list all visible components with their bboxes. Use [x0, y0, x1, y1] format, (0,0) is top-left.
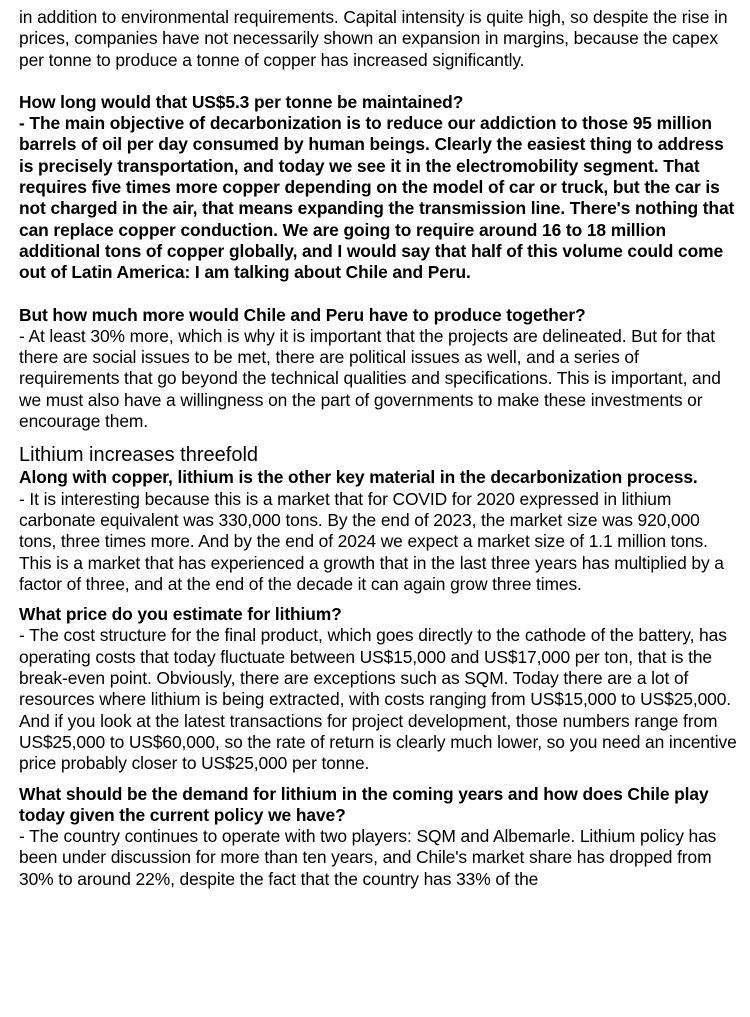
answer-lithium-price: - The cost structure for the final product, which goes directly to the cathode of the battery, has operating costs that today fluctuate between US$15,000 and US$17,000 per ton, that is the break-even point. Obviously, there are exceptions such as SQM. Today there are a lot of resources where lithium is being extracted, with costs ranging from US$15,000 to US$25,000. And if you look at the latest transactions for project development, those numbers range from US$25,000 to US$60,000, so the rate of return is clearly much lower, so you need an incentive price probably closer to US$25,000 per tonne.: [19, 625, 737, 774]
answer-chile-peru: - At least 30% more, which is why it is important that the projects are delineated. But for that there are social issues to be met, there are political issues as well, and a series of requirements that go beyond the technical qualities and specifications. This is important, and we must also have a willingness on the part of governments to make these investments or encourage them.: [19, 325, 721, 432]
spacer: [19, 71, 738, 92]
section-heading-lithium: Lithium increases threefold: [19, 444, 259, 467]
question-lithium-demand: What should be the demand for lithium in the coming years and how does Chile play today given the current policy we have?: [19, 783, 709, 825]
question-lithium-price: What price do you estimate for lithium?: [19, 604, 342, 625]
answer-copper-price: - The main objective of decarbonization is to reduce our addiction to those 95 million barrels of oil per day consumed by human beings. Clearly the easiest thing to address is precisely transportation, and today we see it in the electromobility segment. That requires five times more copper depending on the model of car or truck, but the car is not charged in the air, that means expanding the transmission line. There's nothing that can replace copper conduction. We are going to require around 16 to 18 million additional tons of copper globally, and I would say that half of this volume could come out of Latin America: I am talking about Chile and Peru.: [19, 113, 735, 283]
spacer: [19, 595, 738, 604]
spacer: [19, 432, 738, 443]
answer-lithium-key-material: - It is interesting because this is a market that for COVID for 2020 expressed in lithium carbonate equivalent was 330,000 tons. By the end of 2023, the market size was 920,000 tons, three times more. And by the end of 2024 we expect a market size of 1.1 million tons. This is a market that has experienced a growth that in the last three years has multiplied by a factor of three, and at the end of the decade it can again grow three times.: [19, 488, 724, 594]
answer-lithium-demand: - The country continues to operate with two players: SQM and Albemarle. Lithium policy has been under discussion for more than ten years, and Chile's market share has dropped from 30% to around 22%, despite the fact that the country has 33% of the: [19, 826, 717, 889]
question-chile-peru: But how much more would Chile and Peru have to produce together?: [19, 304, 586, 325]
question-lithium-key-material: Along with copper, lithium is the other key material in the decarbonization process.: [19, 467, 698, 488]
spacer: [19, 775, 738, 784]
question-copper-price: How long would that US$5.3 per tonne be maintained?: [19, 91, 464, 112]
intro-paragraph: in addition to environmental requirements. Capital intensity is quite high, so despite the rise in prices, companies have not necessarily shown an expansion in margins, because the capex per tonne to produce a tonne of copper has increased significantly.: [19, 7, 728, 70]
spacer: [19, 284, 738, 305]
